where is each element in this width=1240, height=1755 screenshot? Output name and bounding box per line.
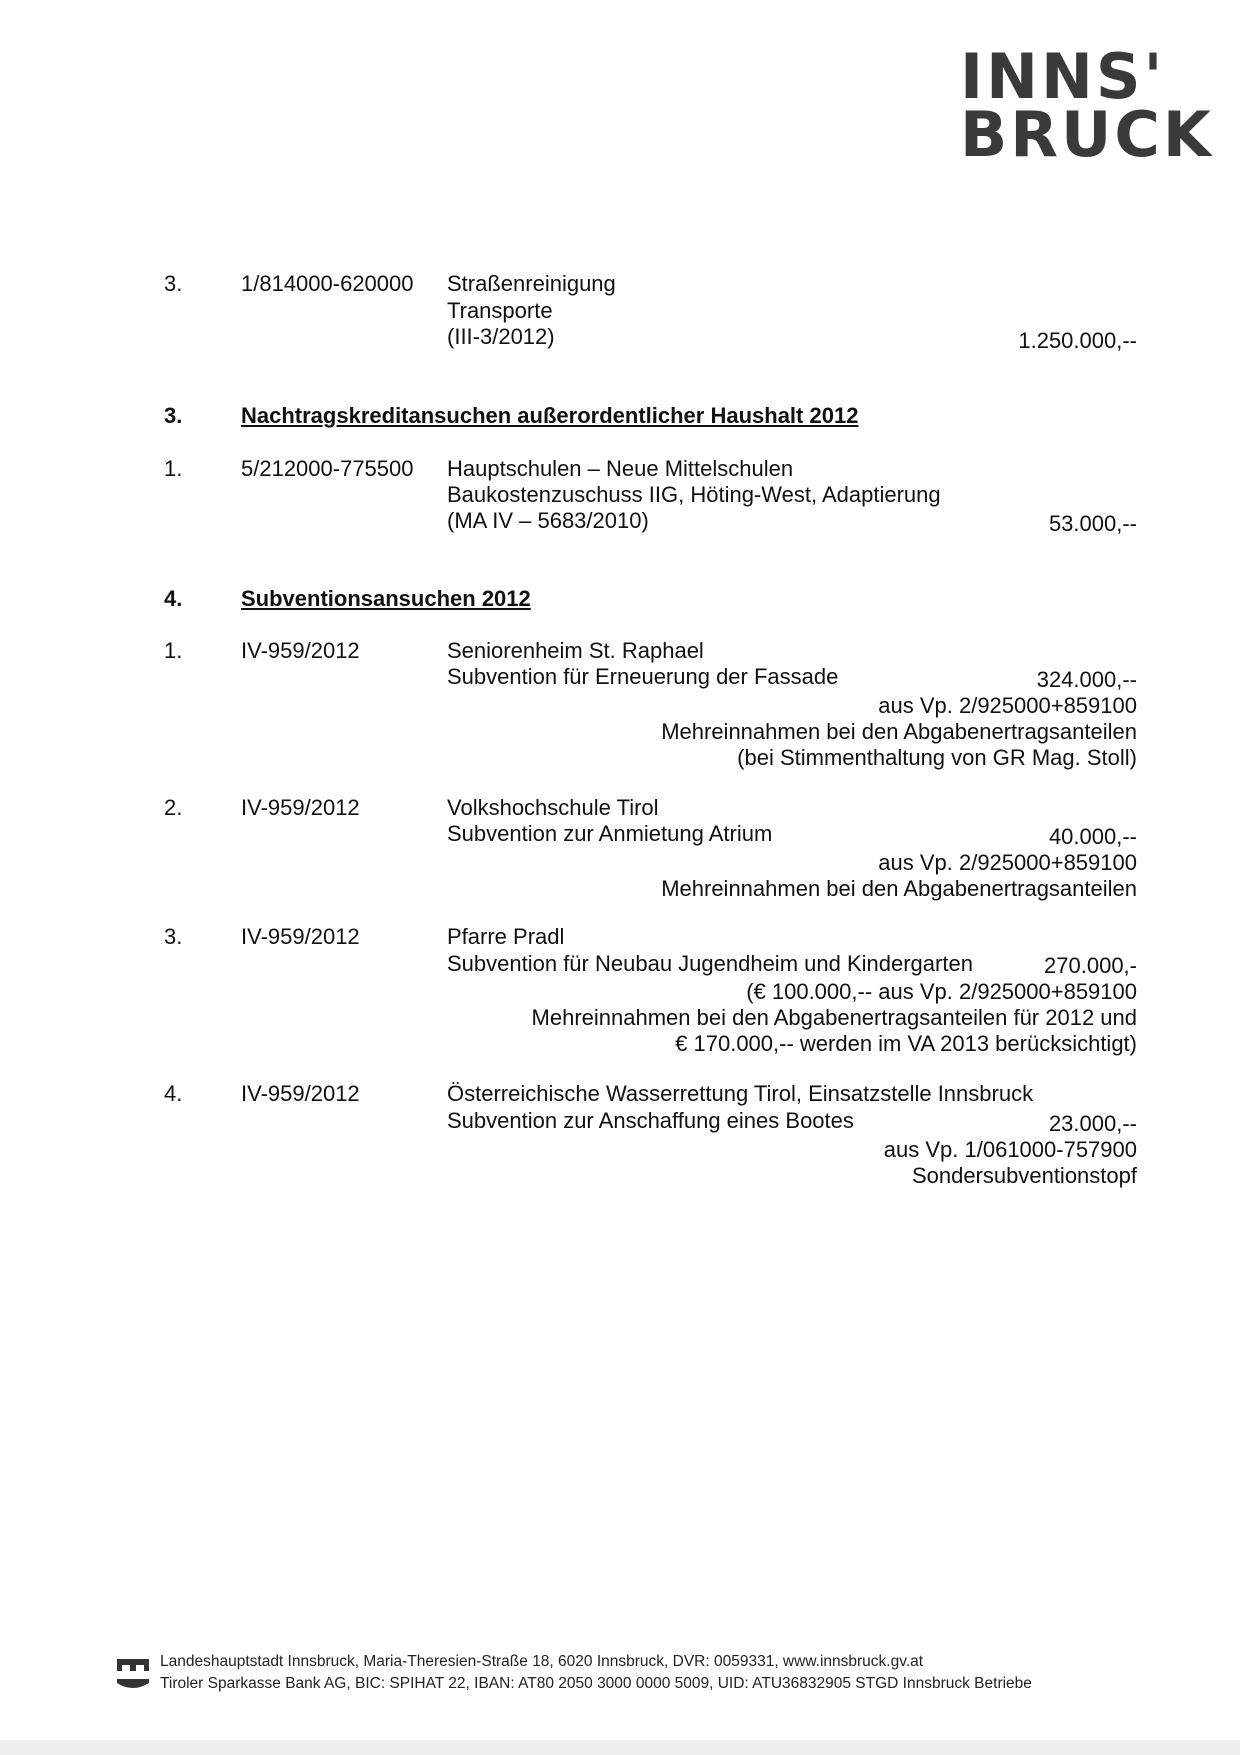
item-line: Straßenreinigung <box>447 271 616 296</box>
footer-bank: Tiroler Sparkasse Bank AG, BIC: SPIHAT 22, IBAN: AT80 2050 3000 0000 5009, UID: ATU36832905 STGD Innsbruck Betriebe <box>160 1675 1032 1692</box>
item-note: (bei Stimmenthaltung von GR Mag. Stoll) <box>737 745 1137 770</box>
item-note: Mehreinnahmen bei den Abgabenertragsanteilen <box>661 719 1137 744</box>
item-desc: Subvention für Neubau Jugendheim und Kindergarten <box>447 951 973 976</box>
item-number: 1. <box>164 456 183 481</box>
item-desc: Subvention zur Anschaffung eines Bootes <box>447 1108 854 1133</box>
section-title: Nachtragskreditansuchen außerordentlicher Haushalt 2012 <box>241 403 859 428</box>
item-code: IV-959/2012 <box>241 638 360 663</box>
item-number: 3. <box>164 924 183 949</box>
item-number: 2. <box>164 795 183 820</box>
city-emblem-icon <box>115 1655 151 1695</box>
logo-line-2: BRUCK <box>960 98 1214 171</box>
section-number: 3. <box>164 403 183 428</box>
item-name: Österreichische Wasserrettung Tirol, Einsatzstelle Innsbruck <box>447 1081 1034 1106</box>
item-note: Sondersubventionstopf <box>911 1163 1137 1188</box>
item-line: (MA IV – 5683/2010) <box>447 508 649 533</box>
item-line: Hauptschulen – Neue Mittelschulen <box>447 456 794 481</box>
item-code: 5/212000-775500 <box>241 456 414 481</box>
item-line: (III-3/2012) <box>447 324 555 349</box>
section-number: 4. <box>164 586 183 611</box>
item-amount: 23.000,-- <box>1048 1111 1137 1136</box>
item-name: Volkshochschule Tirol <box>447 795 659 820</box>
item-desc: Subvention für Erneuerung der Fassade <box>447 664 839 689</box>
item-note: (€ 100.000,-- aus Vp. 2/925000+859100 <box>746 979 1137 1004</box>
item-code: IV-959/2012 <box>241 795 360 820</box>
item-name: Seniorenheim St. Raphael <box>447 638 704 663</box>
item-number: 1. <box>164 638 183 663</box>
innsbruck-logo <box>960 40 1214 171</box>
item-line: Transporte <box>447 298 553 323</box>
item-number: 4. <box>164 1081 183 1106</box>
logo-line-1: INNS' <box>960 40 1166 113</box>
item-amount: 53.000,-- <box>1048 511 1137 536</box>
item-amount: 270.000,- <box>1044 953 1137 978</box>
item-note: aus Vp. 2/925000+859100 <box>878 850 1137 875</box>
item-line: Baukostenzuschuss IIG, Höting-West, Adaptierung <box>447 482 941 507</box>
item-name: Pfarre Pradl <box>447 924 565 949</box>
item-code: IV-959/2012 <box>241 1081 360 1106</box>
item-amount: 40.000,-- <box>1048 824 1137 849</box>
item-code: IV-959/2012 <box>241 924 360 949</box>
item-note: Mehreinnahmen bei den Abgabenertragsanteilen für 2012 und <box>531 1005 1137 1030</box>
item-note: € 170.000,-- werden im VA 2013 berücksichtigt) <box>675 1031 1137 1056</box>
item-code: 1/814000-620000 <box>241 271 414 296</box>
item-desc: Subvention zur Anmietung Atrium <box>447 821 773 846</box>
item-note: Mehreinnahmen bei den Abgabenertragsanteilen <box>661 876 1137 901</box>
item-amount: 1.250.000,-- <box>1018 328 1137 353</box>
page-footer <box>115 1651 1135 1695</box>
item-note: aus Vp. 2/925000+859100 <box>878 693 1137 718</box>
page-bottom-edge <box>0 1740 1240 1755</box>
item-amount: 324.000,-- <box>1036 667 1137 692</box>
section-title: Subventionsansuchen 2012 <box>241 586 531 611</box>
item-note: aus Vp. 1/061000-757900 <box>883 1137 1137 1162</box>
item-number: 3. <box>164 271 183 296</box>
footer-address: Landeshauptstadt Innsbruck, Maria-Theresien-Straße 18, 6020 Innsbruck, DVR: 0059331, www.innsbruck.gv.at <box>160 1653 924 1670</box>
